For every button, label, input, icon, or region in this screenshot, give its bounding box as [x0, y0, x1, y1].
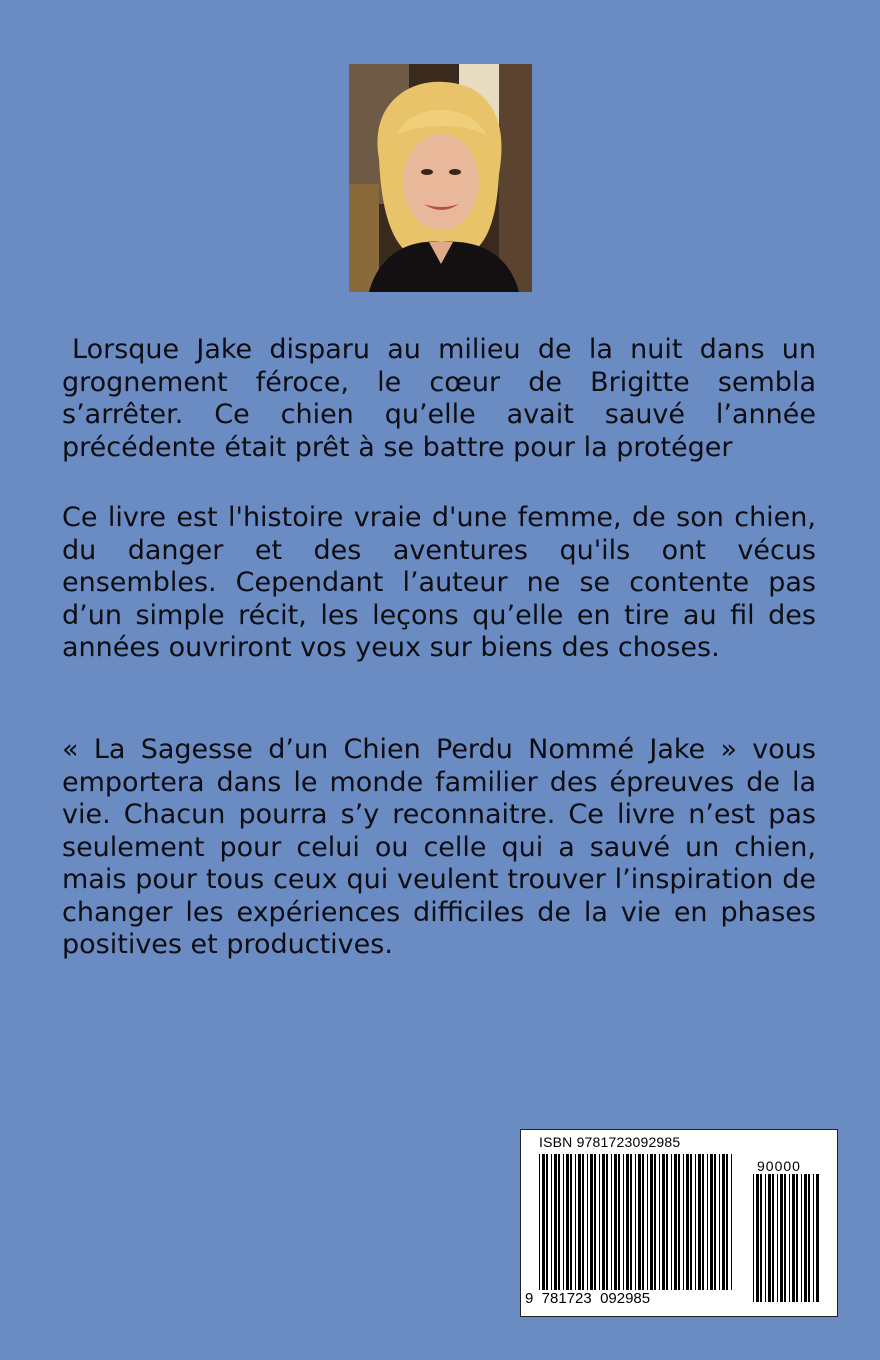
addon-bars-icon	[753, 1174, 823, 1302]
ean-bars-icon	[539, 1154, 739, 1302]
blurb-paragraph-1: Lorsque Jake disparu au milieu de la nuit dans un grognement féroce, le cœur de Brigitte sembla s’arrêter. Ce chien qu’elle avait sauvé l’année précédente était prêt à se battre pour la protéger	[62, 334, 816, 463]
blurb-paragraph-3: « La Sagesse d’un Chien Perdu Nommé Jake » vous emportera dans le monde familier des épreuves de la vie. Chacun pourra s’y reconnaitre. Ce livre n’est pas seulement pour celui ou celle qui a sauvé un chien, mais pour tous ceux qui veulent trouver l’inspiration de changer les expériences difficiles de la vie en phases positives et productives.	[62, 734, 816, 960]
isbn-label: ISBN 9781723092985	[539, 1134, 681, 1150]
author-photo	[349, 64, 532, 292]
blurb-paragraph-2: Ce livre est l'histoire vraie d'une femme, de son chien, du danger et des aventures qu'ils ont vécus ensembles. Cependant l’auteur ne se contente pas d’un simple récit, les leçons qu’elle en tire au fil des années ouvriront vos yeux sur biens des choses.	[62, 502, 816, 663]
author-portrait-icon	[349, 64, 532, 292]
isbn-barcode	[520, 1129, 838, 1317]
price-code: 90000	[757, 1158, 801, 1174]
barcode-digits: 9 781723 092985	[525, 1290, 651, 1307]
